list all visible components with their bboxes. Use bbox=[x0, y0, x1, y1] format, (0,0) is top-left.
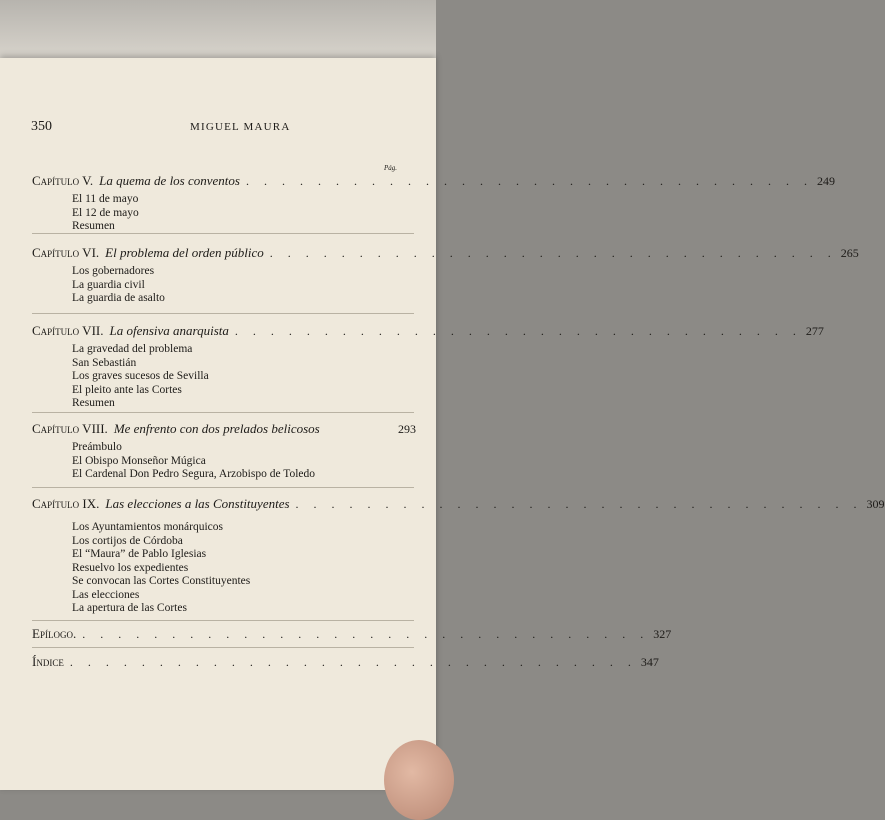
section-list bbox=[72, 265, 416, 306]
finger-photo-edge bbox=[384, 740, 454, 820]
background-shadow bbox=[0, 0, 436, 62]
section-list bbox=[72, 343, 416, 411]
epilogue-page: 327 bbox=[653, 627, 672, 641]
leader-dots: . . . . . . . . . . . . . . . . . . . . . . . . . . . . . . . . bbox=[269, 246, 837, 260]
list-item: San Sebastián bbox=[72, 356, 137, 369]
index-page: 347 bbox=[640, 655, 659, 669]
chapter-number: Capítulo VII. bbox=[32, 323, 104, 338]
leader-dots: . . . . . . . . . . . . . . . . . . . . . . . . . . . . . . . . bbox=[295, 497, 863, 511]
leader-dots: . . . . . . . . . . . . . . . . . . . . . . . . . . . . . . . . bbox=[234, 324, 802, 338]
chapter-viii bbox=[32, 421, 416, 482]
index-entry bbox=[32, 654, 659, 670]
index-label: Índice bbox=[32, 654, 64, 669]
list-item: Resumen bbox=[72, 397, 115, 409]
chapter-ix bbox=[32, 496, 885, 616]
list-item: Resuelvo los expedientes bbox=[72, 561, 189, 574]
divider bbox=[32, 412, 414, 413]
running-head: MIGUEL MAURA bbox=[190, 121, 291, 133]
chapter-vii bbox=[32, 323, 824, 411]
list-item: El pleito ante las Cortes bbox=[72, 383, 182, 396]
page-column-label: Pág. bbox=[384, 164, 398, 172]
list-item: La gravedad del problema bbox=[72, 343, 193, 355]
list-item: Las elecciones bbox=[72, 588, 140, 601]
section-list bbox=[72, 521, 416, 616]
list-item: Preámbulo bbox=[72, 441, 122, 453]
chapter-heading bbox=[32, 173, 835, 189]
list-item: El Cardenal Don Pedro Segura, Arzobispo de Toledo bbox=[72, 468, 315, 480]
divider bbox=[32, 233, 414, 234]
chapter-heading bbox=[32, 245, 859, 261]
chapter-title: Me enfrento con dos prelados belicosos bbox=[113, 421, 320, 436]
chapter-heading bbox=[32, 421, 416, 437]
divider bbox=[32, 313, 414, 314]
chapter-title: El problema del orden público bbox=[105, 245, 264, 260]
chapter-title: La ofensiva anarquista bbox=[109, 323, 229, 338]
chapter-v bbox=[32, 173, 835, 234]
epilogue-entry bbox=[32, 626, 672, 642]
list-item: La apertura de las Cortes bbox=[72, 602, 187, 614]
leader-dots: . . . . . . . . . . . . . . . . . . . . . . . . . . . . . . . . bbox=[82, 627, 650, 641]
section-list bbox=[72, 441, 416, 482]
list-item: Los Ayuntamientos monárquicos bbox=[72, 521, 223, 533]
list-item: El Obispo Monseñor Múgica bbox=[72, 454, 206, 467]
chapter-vi bbox=[32, 245, 859, 306]
list-item: El “Maura” de Pablo Iglesias bbox=[72, 548, 207, 560]
chapter-page: 293 bbox=[398, 422, 416, 436]
chapter-page: 309 bbox=[866, 497, 885, 511]
list-item: Los cortijos de Córdoba bbox=[72, 534, 183, 547]
chapter-number: Capítulo IX. bbox=[32, 496, 100, 511]
divider bbox=[32, 620, 414, 621]
list-item: Se convocan las Cortes Constituyentes bbox=[72, 575, 251, 587]
chapter-number: Capítulo V. bbox=[32, 173, 94, 188]
chapter-title: La quema de los conventos bbox=[99, 173, 240, 188]
divider bbox=[32, 647, 414, 648]
list-item: Los gobernadores bbox=[72, 265, 155, 277]
page-number: 350 bbox=[31, 119, 52, 134]
leader-dots: . . . . . . . . . . . . . . . . . . . . . . . . . . . . . . . . bbox=[245, 174, 813, 188]
chapter-heading bbox=[32, 496, 885, 512]
list-item: El 11 de mayo bbox=[72, 193, 139, 205]
epilogue-heading bbox=[32, 626, 672, 642]
section-list bbox=[72, 193, 416, 234]
chapter-page: 249 bbox=[816, 174, 835, 188]
chapter-number: Capítulo VI. bbox=[32, 245, 100, 260]
chapter-page: 265 bbox=[840, 246, 859, 260]
list-item: La guardia de asalto bbox=[72, 292, 165, 304]
chapter-heading bbox=[32, 323, 824, 339]
epilogue-label: Epílogo. bbox=[32, 626, 77, 641]
list-item: El 12 de mayo bbox=[72, 206, 139, 219]
chapter-title: Las elecciones a las Constituyentes bbox=[105, 496, 290, 511]
list-item: La guardia civil bbox=[72, 278, 145, 291]
leader-dots: . . . . . . . . . . . . . . . . . . . . . . . . . . . . . . . . bbox=[69, 655, 637, 669]
list-item: Los graves sucesos de Sevilla bbox=[72, 370, 209, 382]
list-item: Resumen bbox=[72, 220, 115, 232]
chapter-number: Capítulo VIII. bbox=[32, 421, 108, 436]
divider bbox=[32, 487, 414, 488]
chapter-page: 277 bbox=[805, 324, 824, 338]
index-heading bbox=[32, 654, 659, 670]
